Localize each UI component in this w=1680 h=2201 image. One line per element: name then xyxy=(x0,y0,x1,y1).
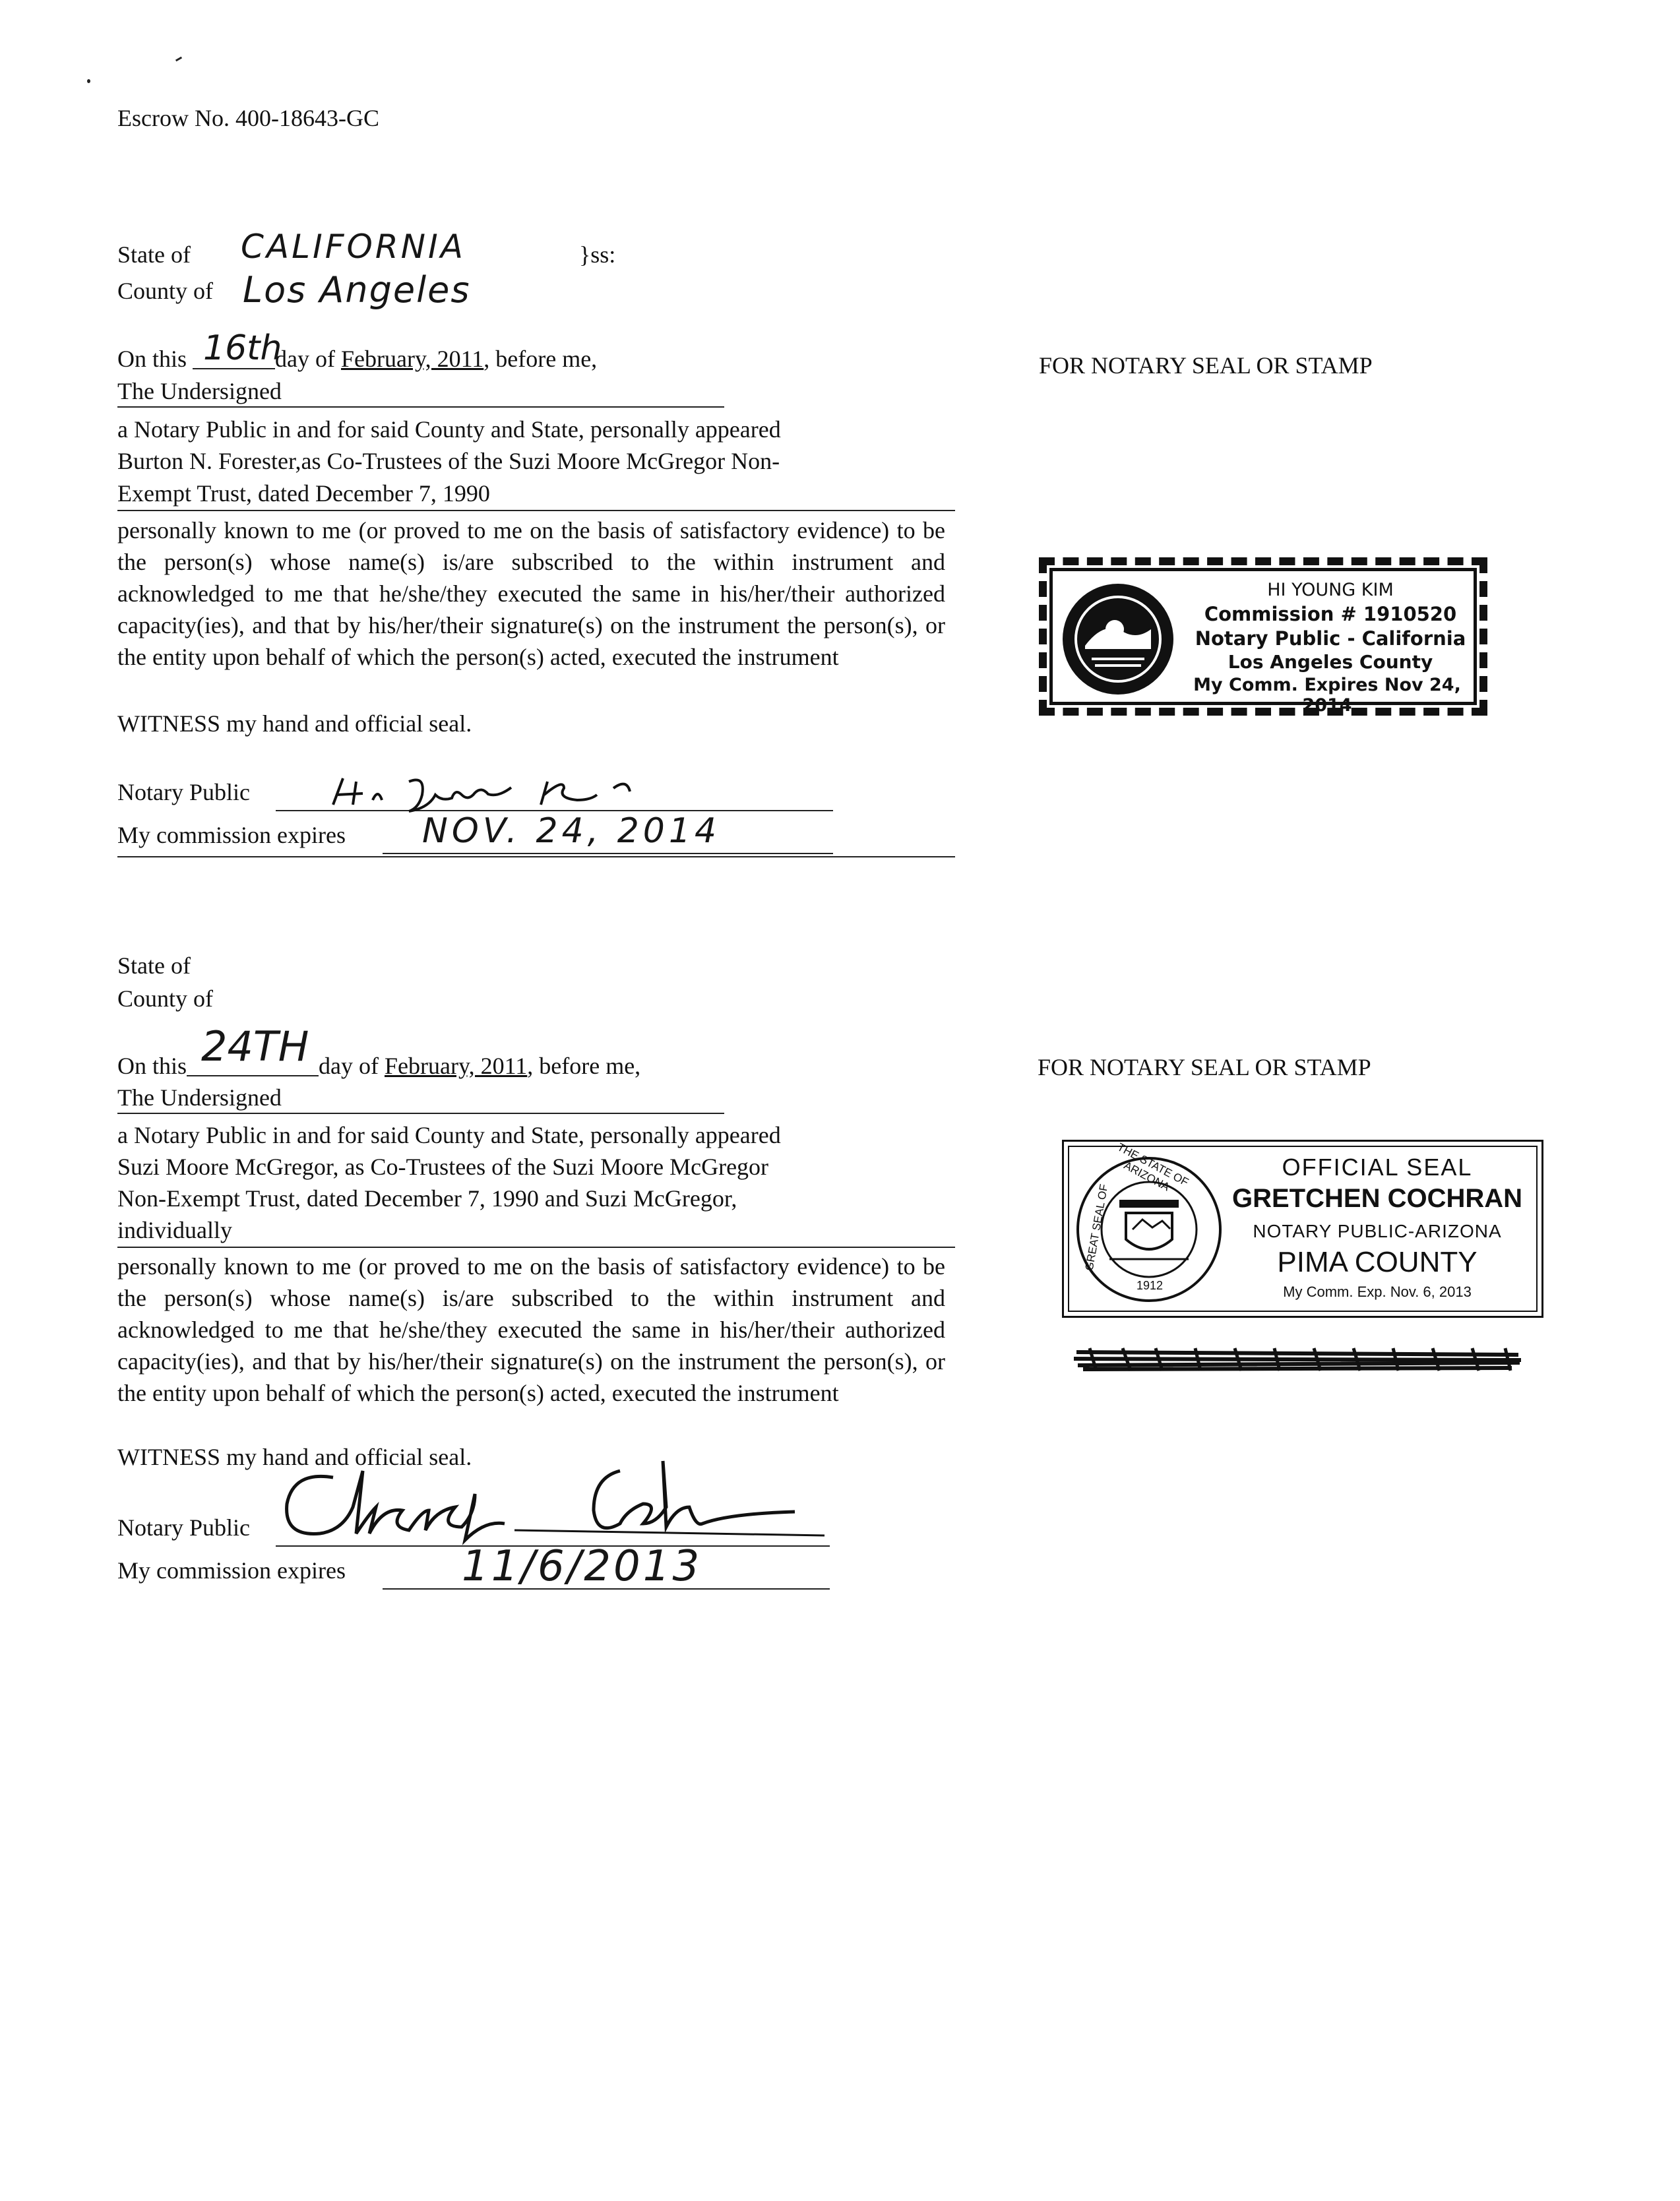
escrow-number: Escrow No. 400-18643-GC xyxy=(117,105,379,131)
date-value: February, 2011 xyxy=(340,346,484,372)
state-label: State of xyxy=(117,952,191,979)
notary-public-label: Notary Public xyxy=(117,1514,250,1541)
commission-expires-label: My commission expires xyxy=(117,1557,346,1584)
day-of-label: day of xyxy=(275,346,335,372)
notary-stamp-california xyxy=(1039,557,1487,716)
seal-heading: FOR NOTARY SEAL OR STAMP xyxy=(1039,352,1373,379)
day-of-label: day of xyxy=(319,1053,379,1079)
day-value-handwritten: 16th xyxy=(203,328,282,368)
appeared-underline xyxy=(117,1247,955,1248)
acknowledgment-body: personally known to me (or proved to me on the basis of satisfactory evidence) to be the person(s) whose name(s) is/are subscribed to the within instrument and acknowledged to me that he/she/they executed the same in his/her/their authorized capacity(ies), and that by his/her/their signature(s) on the instrument the person(s), or the entity upon behalf of which the person(s) acted, executed the instrument xyxy=(117,1253,945,1406)
scribbled-name xyxy=(1070,1343,1525,1375)
scan-speck xyxy=(175,57,182,62)
on-this-line xyxy=(117,1052,640,1080)
scan-speck xyxy=(87,79,90,83)
stamp-title: Notary Public - California xyxy=(1195,627,1466,650)
seal-circle-top-text: THE STATE OF ARIZONA xyxy=(1115,1140,1191,1194)
county-label: County of xyxy=(117,985,214,1012)
commission-expires-line xyxy=(383,853,833,854)
seal-notary-name: GRETCHEN COCHRAN xyxy=(1232,1184,1522,1213)
commission-expires-label: My commission expires xyxy=(117,822,346,848)
block-1-bottom-rule xyxy=(117,856,955,857)
seal-title: NOTARY PUBLIC-ARIZONA xyxy=(1253,1221,1502,1241)
stamp-commission-number: Commission # 1910520 xyxy=(1204,603,1457,625)
before-me-label: , before me, xyxy=(483,346,598,372)
appeared-person-line-1: Suzi Moore McGregor, as Co-Trustees of the Suzi Moore McGregor xyxy=(117,1154,769,1180)
appeared-person-line-3: individually xyxy=(117,1217,232,1243)
on-this-label: On this xyxy=(117,346,187,372)
commission-expires-handwritten: NOV. 24, 2014 xyxy=(422,811,721,851)
california-seal-emblem xyxy=(1059,580,1177,698)
county-value-handwritten: Los Angeles xyxy=(243,269,471,311)
appeared-person-line-1: Burton N. Forester,as Co-Trustees of the Suzi Moore McGregor Non- xyxy=(117,448,780,474)
state-value-handwritten: CALIFORNIA xyxy=(241,228,466,266)
notary-signature-1 xyxy=(323,768,732,815)
stamp-expiration: My Comm. Expires Nov 24, 2014 xyxy=(1193,675,1461,716)
witness-line: WITNESS my hand and official seal. xyxy=(117,1444,472,1470)
ss-label: }ss: xyxy=(579,241,616,268)
appeared-line: a Notary Public in and for said County and State, personally appeared xyxy=(117,416,781,443)
seal-heading: FOR NOTARY SEAL OR STAMP xyxy=(1038,1054,1371,1080)
appeared-person-line-2: Non-Exempt Trust, dated December 7, 1990 and Suzi McGregor, xyxy=(117,1185,737,1212)
before-me-label: , before me, xyxy=(527,1053,641,1079)
date-value: February, 2011 xyxy=(384,1053,528,1079)
notary-public-label: Notary Public xyxy=(117,779,250,805)
acknowledgment-body: personally known to me (or proved to me on the basis of satisfactory evidence) to be the person(s) whose name(s) is/are subscribed to the within instrument and acknowledged to me that he/she/they executed the same in his/her/their authorized capacity(ies), and that by his/her/their signature(s) on the instrument the person(s), or the entity upon behalf of which the person(s) acted, executed the instrument xyxy=(117,517,945,670)
officer-name: The Undersigned xyxy=(117,378,282,404)
officer-underline xyxy=(117,406,724,408)
seal-official-line: OFFICIAL SEAL xyxy=(1282,1154,1473,1181)
appeared-underline xyxy=(117,510,955,511)
on-this-line xyxy=(117,345,597,373)
commission-expires-handwritten: 11/6/2013 xyxy=(462,1542,702,1591)
seal-expiration: My Comm. Exp. Nov. 6, 2013 xyxy=(1283,1284,1472,1300)
appeared-person-line-2: Exempt Trust, dated December 7, 1990 xyxy=(117,480,490,507)
on-this-label: On this xyxy=(117,1053,187,1079)
county-label: County of xyxy=(117,278,214,304)
appeared-line: a Notary Public in and for said County and State, personally appeared xyxy=(117,1122,781,1148)
witness-line: WITNESS my hand and official seal. xyxy=(117,710,472,737)
day-value-handwritten: 24TH xyxy=(201,1022,309,1070)
seal-circle-year: 1912 xyxy=(1136,1279,1164,1292)
notary-seal-arizona xyxy=(1062,1140,1543,1318)
state-label: State of xyxy=(117,241,191,268)
officer-name: The Undersigned xyxy=(117,1084,282,1111)
officer-underline xyxy=(117,1113,724,1114)
seal-circle-left-text: GREAT SEAL OF xyxy=(1082,1183,1111,1272)
stamp-county: Los Angeles County xyxy=(1228,651,1433,673)
seal-county: PIMA COUNTY xyxy=(1277,1246,1478,1278)
stamp-notary-name: HI YOUNG KIM xyxy=(1267,580,1394,600)
